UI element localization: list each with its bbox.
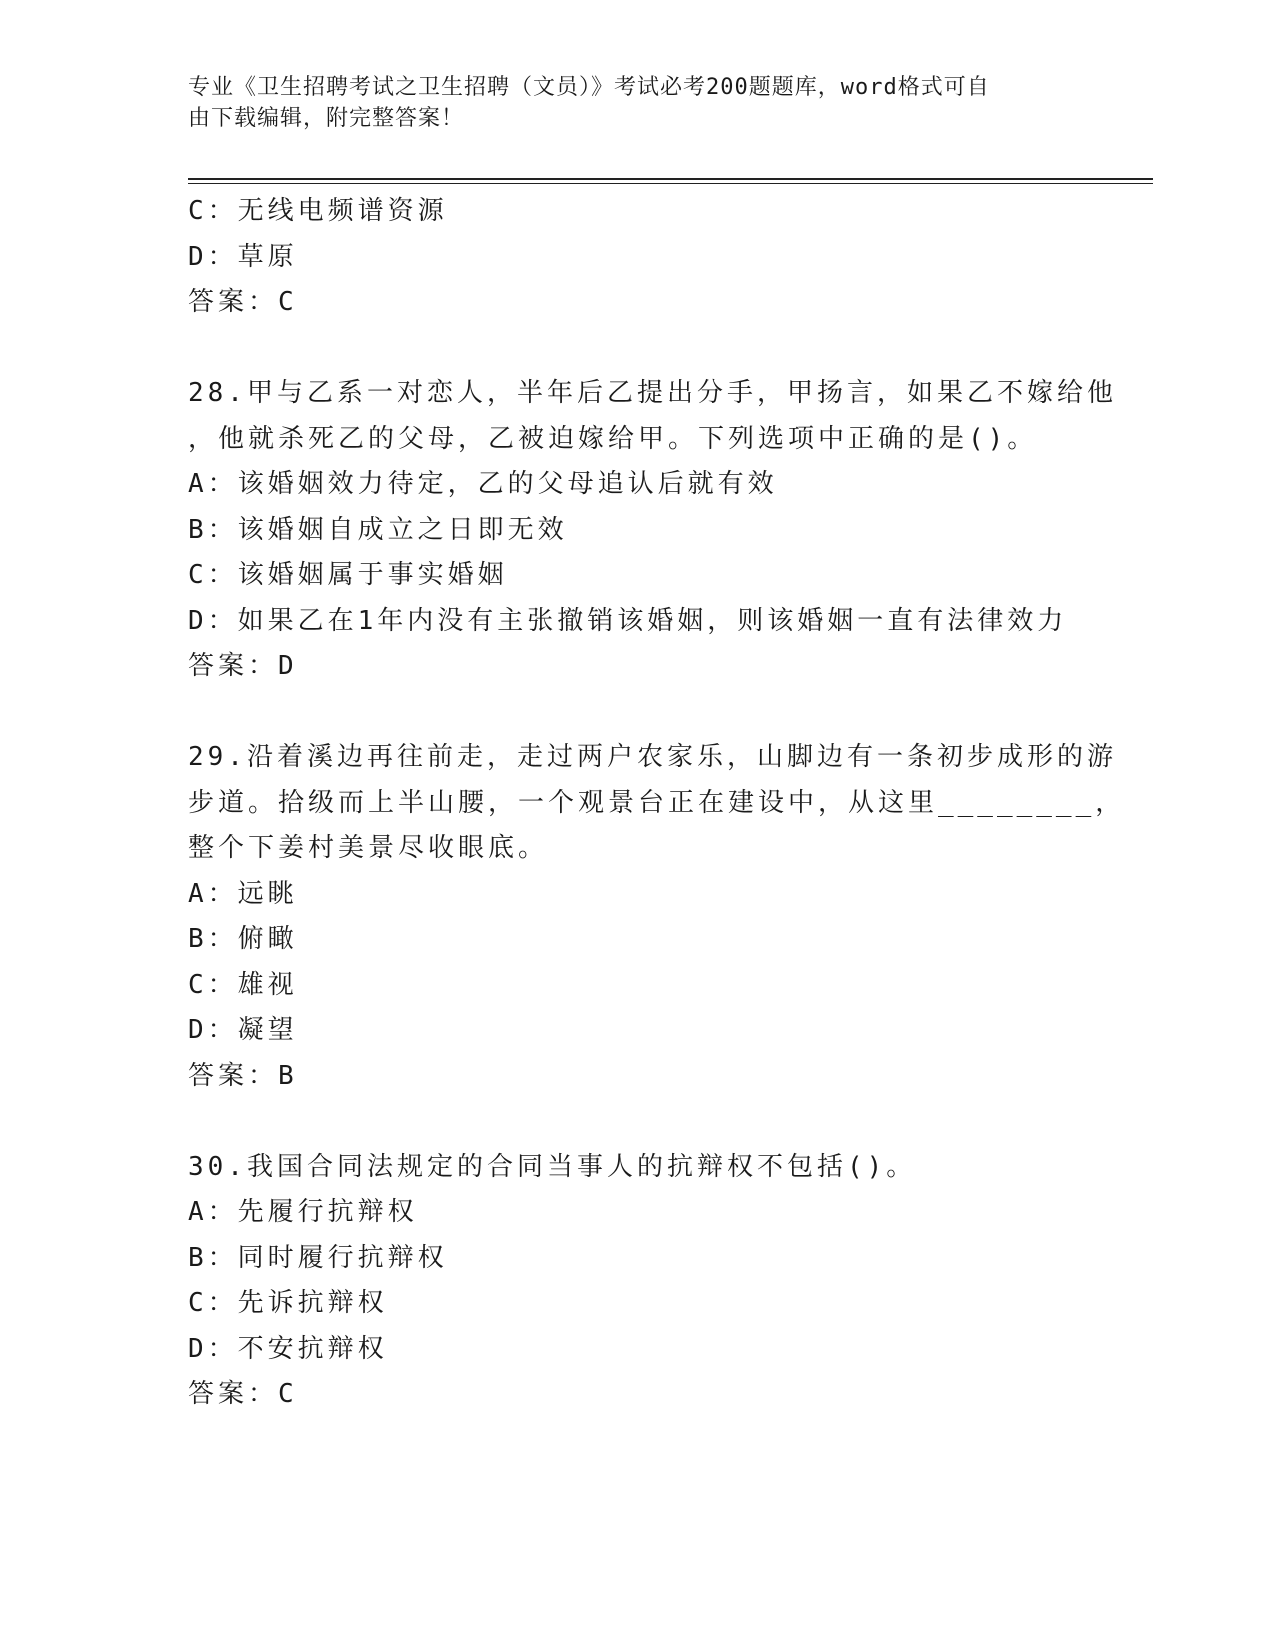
- question-text-line: ，他就杀死乙的父母，乙被迫嫁给甲。下列选项中正确的是()。: [188, 423, 1038, 454]
- answer: 答案：D: [188, 651, 298, 681]
- option-a: A：先履行抗辩权: [188, 1197, 418, 1227]
- option-a: A：该婚姻效力待定，乙的父母追认后就有效: [188, 469, 778, 499]
- option-d: D：不安抗辩权: [188, 1333, 388, 1364]
- answer: 答案：B: [188, 1060, 298, 1091]
- document-body: [188, 189, 1126, 1418]
- question-27-tail: [188, 189, 1088, 326]
- question-30: [188, 1145, 1088, 1418]
- answer: 答案：C: [188, 287, 298, 317]
- option-d: D：如果乙在1年内没有主张撤销该婚姻，则该婚姻一直有法律效力: [188, 605, 1068, 636]
- question-28: [188, 371, 1117, 690]
- header-title-line-1: 专业《卫生招聘考试之卫生招聘（文员）》考试必考200题题库，word格式可自: [188, 75, 990, 100]
- option-d: D：凝望: [188, 1015, 298, 1045]
- option-c: C：无线电频谱资源: [188, 196, 448, 226]
- option-b: B：该婚姻自成立之日即无效: [188, 514, 568, 545]
- option-c: C：该婚姻属于事实婚姻: [188, 560, 508, 590]
- answer: 答案：C: [188, 1379, 298, 1409]
- question-text-line: 步道。拾级而上半山腰，一个观景台正在建设中，从这里________，: [188, 787, 1126, 818]
- question-text-line: 28.甲与乙系一对恋人，半年后乙提出分手，甲扬言，如果乙不嫁给他: [188, 378, 1117, 408]
- header-rule-thick: [188, 178, 1153, 180]
- question-text-line: 29.沿着溪边再往前走，走过两户农家乐，山脚边有一条初步成形的游: [188, 742, 1117, 772]
- option-d: D：草原: [188, 241, 298, 272]
- option-c: C：先诉抗辩权: [188, 1288, 388, 1318]
- option-b: B：同时履行抗辩权: [188, 1242, 448, 1273]
- header-rule-thin: [188, 183, 1153, 184]
- header-title-line-2: 由下载编辑，附完整答案！: [188, 106, 465, 131]
- question-29: [188, 735, 1126, 1099]
- option-a: A：远眺: [188, 878, 298, 909]
- option-b: B：俯瞰: [188, 924, 298, 954]
- option-c: C：雄视: [188, 969, 298, 1000]
- question-text-line: 整个下姜村美景尽收眼底。: [188, 833, 549, 863]
- question-text-line: 30.我国合同法规定的合同当事人的抗辩权不包括()。: [188, 1151, 917, 1182]
- document-header: [188, 72, 1068, 134]
